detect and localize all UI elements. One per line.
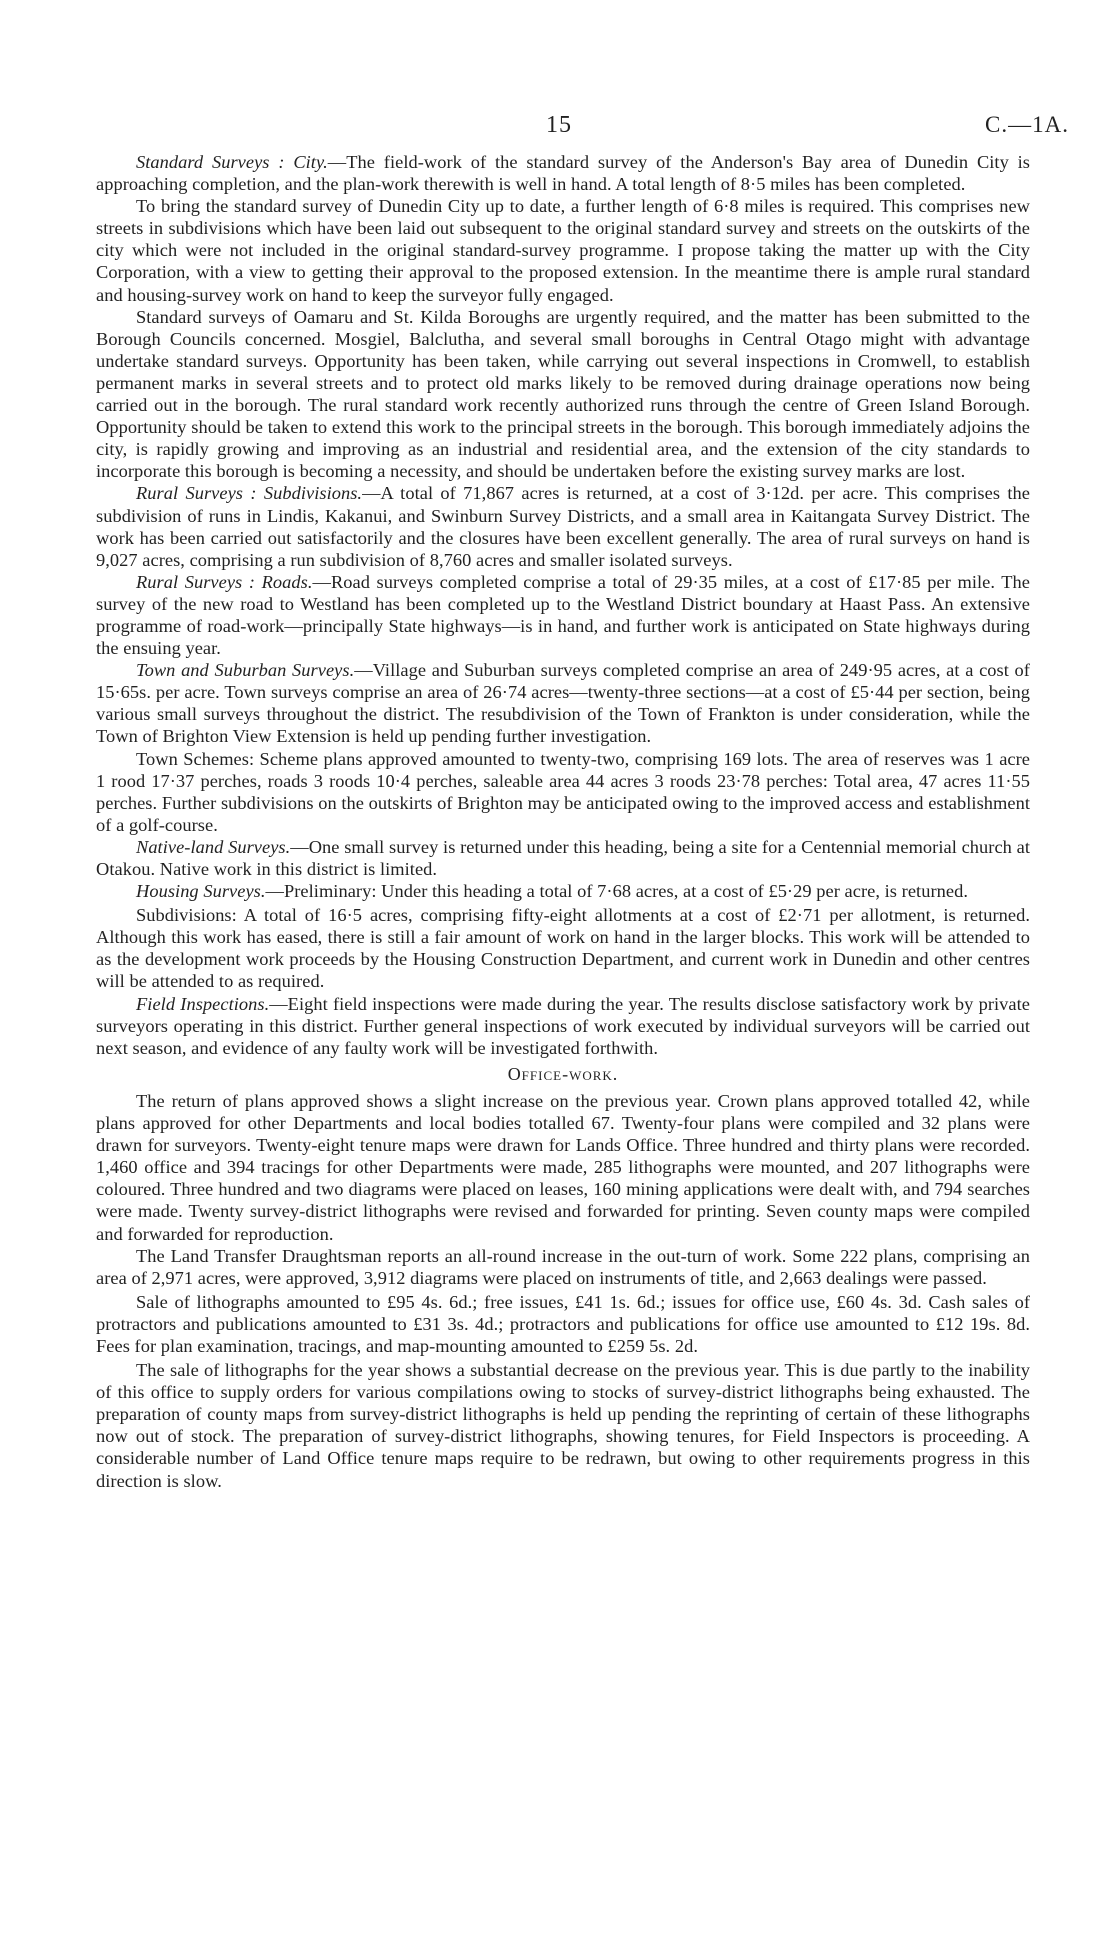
paragraph-standard-city: [96, 151, 1030, 195]
paragraph-text: To bring the standard survey of Dunedin City up to date, a further length of 6·8 miles is required. This comprises new streets in subdivisions which have been laid out subsequent to the original standard survey and streets on the outskirts of the city which were not included in the original standard-survey programme. I propose taking the matter up with the City Corporation, with a view to getting their approval to the proposed extension. In the meantime there is ample rural standard and housing-survey work on hand to keep the surveyor fully engaged.: [96, 196, 1030, 305]
paragraph-lead: Housing Surveys.: [136, 881, 266, 902]
paragraph-lithograph-decrease: The sale of lithographs for the year shows a substantial decrease on the previous year. This is due partly to the inability of this office to supply orders for various compilations owing to stocks of survey-district lithographs being exhausted. The preparation of county maps from survey-district lithographs is held up pending the reprinting of certain of these lithographs now out of stock. The preparation of survey-district lithographs, showing tenures, for Field Inspectors is proceeding. A considerable number of Land Office tenure maps require to be redrawn, but owing to other requirements progress in this direction is slow.: [96, 1360, 1030, 1491]
paragraph-text: —The field-work of the standard survey of the Anderson's Bay area of Dunedin City is approaching completion, and the plan-work therewith is well in hand. A total length of 8·5 miles has been completed.: [96, 152, 1031, 195]
paragraph-town-suburban: [96, 659, 1030, 747]
document-body: [96, 151, 1030, 1492]
paragraph-lead: Rural Surveys : Subdivisions.: [136, 483, 363, 504]
paragraph-text: Town Schemes: Scheme plans approved amounted to twenty-two, comprising 169 lots. The area of reserves was 1 acre 1 rood 17·37 perches, roads 3 roods 10·4 perches, saleable area 44 acres 3 roods 23·78 perches: Total area, 47 acres 11·55 perches. Further subdivisions on the outskirts of Brighton may be anticipated owing to the improved access and establishment of a golf-course.: [96, 748, 1030, 835]
paragraph-native-land: [96, 836, 1030, 880]
paragraph-housing-subdivisions: [96, 904, 1030, 992]
paragraph-lead: Field Inspections.: [136, 993, 270, 1014]
paragraph-town-schemes: [96, 748, 1030, 836]
paragraph-lead: Town and Suburban Surveys.: [136, 660, 355, 681]
paragraph-housing: [96, 880, 1030, 902]
page-number: 15: [546, 112, 572, 138]
paragraph-text: Subdivisions: A total of 16·5 acres, comprising fifty-eight allotments at a cost of £2·71 per allotment, is returned. Although this work has eased, there is still a fair amount of work on hand in the larger blocks. This work will be attended to as the development work proceeds by the Housing Construction Department, and current work in Dunedin and other centres will be attended to as required.: [96, 905, 1030, 992]
paragraph-text: —One small survey is returned under this heading, being a site for a Centennial memorial church at Otakou. Native work in this district is limited.: [96, 836, 1030, 879]
paragraph-text: Standard surveys of Oamaru and St. Kilda Boroughs are urgently required, and the matter has been submitted to the Borough Councils concerned. Mosgiel, Balclutha, and several small boroughs in Central Otago might with advantage undertake standard surveys. Opportunity has been taken, while carrying out several inspections in Cromwell, to establish permanent marks in several streets and to protect old marks likely to be removed during drainage operations now being carried out in the borough. The rural standard work recently authorized runs through the centre of Green Island Borough. Opportunity should be taken to extend this work to the principal streets in the borough. This borough immediately adjoins the city, is rapidly growing and improving as an industrial and residential area, and the extension of the city standards to incorporate this borough is becoming a necessity, and should be undertaken before the existing survey marks are lost.: [96, 306, 1030, 482]
paragraph-text: —Village and Suburban surveys completed comprise an area of 249·95 acres, at a cost of 15·65s. per acre. Town surveys comprise an area of 26·74 acres—twenty-three sections—at a cost of £5·44 per section, being various small surveys throughout the district. The resubdivision of the Town of Frankton is under consideration, while the Town of Brighton View Extension is held up pending further investigation.: [96, 660, 1030, 747]
paragraph-office-plans: The return of plans approved shows a slight increase on the previous year. Crown plans approved totalled 42, while plans approved for other Departments and local bodies totalled 67. Twenty-four plans were compiled and 32 plans were drawn for surveyors. Twenty-eight tenure maps were drawn for Lands Office. Three hundred and thirty plans were recorded. 1,460 office and 394 tracings for other Departments were made, 285 lithographs were mounted, and 207 lithographs were coloured. Three hundred and two diagrams were placed on leases, 160 mining applications were dealt with, and 794 searches were made. Twenty survey-district lithographs were revised and forwarded for printing. Seven county maps were compiled and forwarded for reproduction.: [96, 1090, 1030, 1244]
paragraph-standard-city-extension: [96, 195, 1030, 305]
paragraph-lead: Rural Surveys : Roads.: [136, 571, 313, 592]
paragraph-land-transfer: The Land Transfer Draughtsman reports an all-round increase in the out-turn of work. Some 222 plans, comprising an area of 2,971 acres, were approved, 3,912 diagrams were placed on instruments of title, and 2,663 dealings were passed.: [96, 1245, 1030, 1288]
paragraph-standard-boroughs: [96, 306, 1030, 483]
paragraph-lead: Standard Surveys : City.: [136, 152, 328, 172]
paragraph-field-inspections: [96, 993, 1030, 1059]
document-reference: C.—1A.: [985, 112, 1069, 137]
paragraph-lead: Native-land Surveys.: [136, 836, 291, 857]
paragraph-text: —Preliminary: Under this heading a total of 7·68 acres, at a cost of £5·29 per acre, is returned.: [265, 881, 968, 902]
paragraph-text: —Eight field inspections were made during the year. The results disclose satisfactory work by private surveyors operating in this district. Further general inspections of work executed by individual surveyors will be carried out next season, and evidence of any faulty work will be investigated forthwith.: [96, 993, 1030, 1058]
paragraph-rural-roads: [96, 571, 1030, 659]
paragraph-lithograph-sales: Sale of lithographs amounted to £95 4s. 6d.; free issues, £41 1s. 6d.; issues for office use, £60 4s. 3d. Cash sales of protractors and publications amounted to £31 3s. 4d.; protractors and publications for office use amounted to £12 19s. 8d. Fees for plan examination, tracings, and map-mounting amounted to £259 5s. 2d.: [96, 1291, 1030, 1356]
paragraph-text: —A total of 71,867 acres is returned, at a cost of 3·12d. per acre. This comprises the subdivision of runs in Lindis, Kakanui, and Swinburn Survey Districts, and a small area in Kaitangata Survey District. The work has been carried out satisfactorily and the closures have been excellent generally. The area of rural surveys on hand is 9,027 acres, comprising a run subdivision of 8,760 acres and smaller isolated surveys.: [96, 483, 1030, 570]
office-work-heading: Office-work.: [507, 1063, 619, 1084]
paragraph-text: —Road surveys completed comprise a total of 29·35 miles, at a cost of £17·85 per mile. The survey of the new road to Westland has been completed up to the Westland District boundary at Haast Pass. An extensive programme of road-work—principally State highways—is in hand, and further work is anticipated on State highways during the ensuing year.: [96, 571, 1030, 659]
paragraph-rural-subdivisions: [96, 482, 1030, 570]
